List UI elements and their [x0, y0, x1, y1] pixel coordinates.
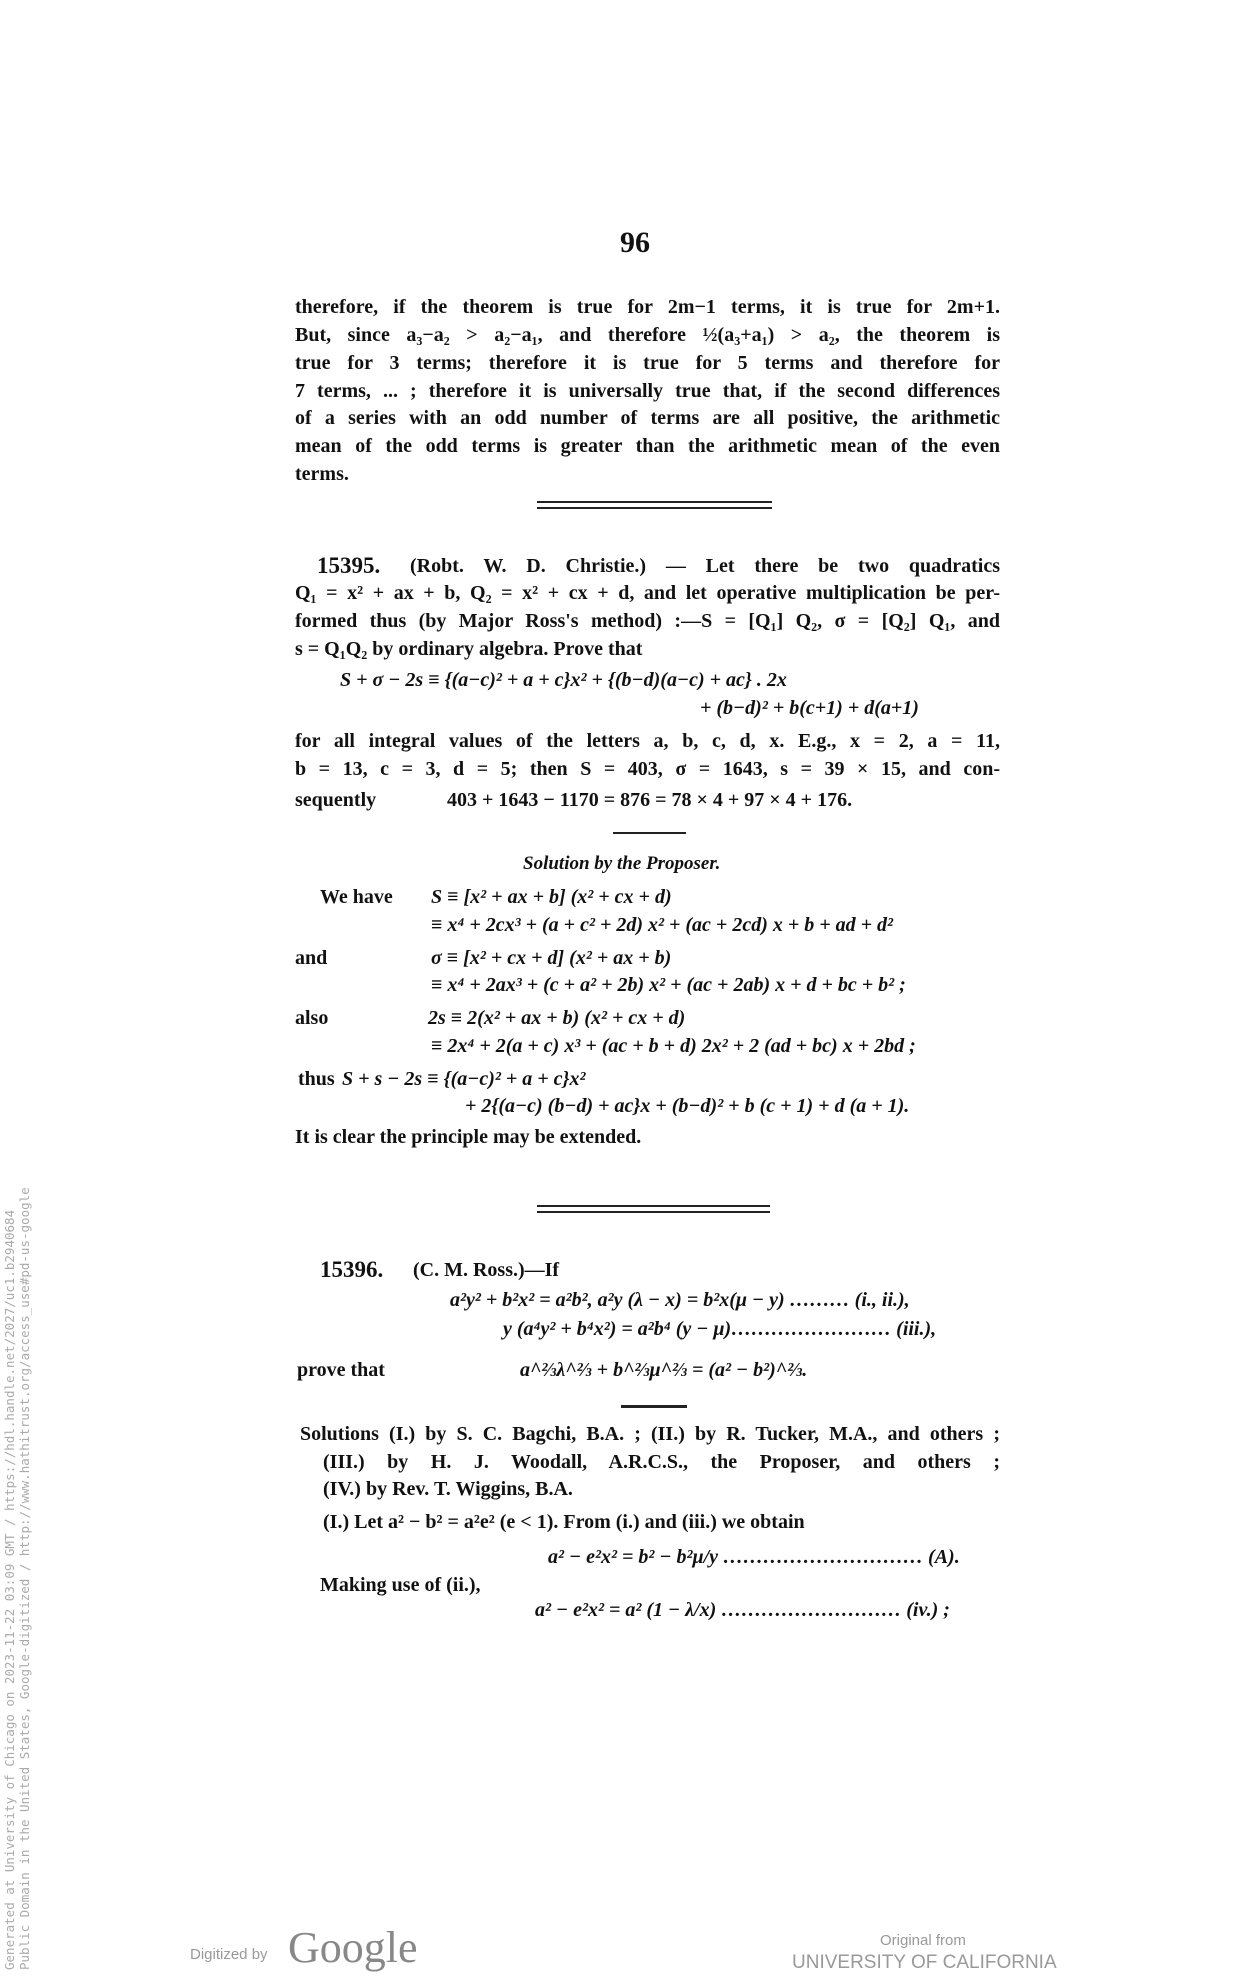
text-line: Making use of (ii.),	[320, 1574, 481, 1596]
row-label: thus	[298, 1068, 335, 1090]
text-line: for all integral values of the letters a, b, c, d, x. E.g., x = 2, a = 11,	[295, 730, 1000, 752]
text-line: sequently	[295, 789, 377, 811]
row-label: and	[295, 947, 328, 969]
text-line: terms.	[295, 463, 349, 485]
text-line: But, since a₃−a₂ > a₂−a₁, and therefore ½(a₃+a₁) > a₂, the theorem is	[295, 324, 1000, 346]
text-line: Solutions (I.) by S. C. Bagchi, B.A. ; (II.) by R. Tucker, M.A., and others ;	[300, 1423, 1000, 1445]
equation: S ≡ [x² + ax + b] (x² + cx + d)	[431, 886, 672, 908]
text-line: prove that	[297, 1359, 385, 1381]
text-line: s = Q₁Q₂ by ordinary algebra. Prove that	[295, 638, 643, 660]
short-rule	[613, 832, 686, 834]
equation: a² − e²x² = a² (1 − λ/x) ……………………… (iv.) ;	[535, 1599, 950, 1621]
short-rule	[621, 1405, 687, 1408]
text-line: formed thus (by Major Ross's method) :—S = [Q₁] Q₂, σ = [Q₂] Q₁, and	[295, 610, 1000, 632]
text-line: of a series with an odd number of terms are all positive, the arithmetic	[295, 407, 1000, 429]
equation: σ ≡ [x² + cx + d] (x² + ax + b)	[431, 947, 672, 969]
double-rule-bottom	[537, 507, 772, 509]
watermark-line: Generated at University of Chicago on 2023-11-22 03:09 GMT / https://hdl.handle.net/2027/uc1.b2940684	[2, 1209, 17, 1970]
equation: 2s ≡ 2(x² + ax + b) (x² + cx + d)	[428, 1007, 686, 1029]
row-label: also	[295, 1007, 329, 1029]
text-line: 7 terms, ... ; therefore it is universally true that, if the second differences	[295, 380, 1000, 402]
solution-heading: Solution by the Proposer.	[523, 853, 721, 874]
equation: S + s − 2s ≡ {(a−c)² + a + c}x²	[342, 1068, 586, 1090]
text-line: (III.) by H. J. Woodall, A.R.C.S., the Proposer, and others ;	[323, 1451, 1000, 1473]
text-line: Q₁ = x² + ax + b, Q₂ = x² + cx + d, and let operative multiplication be per-	[295, 582, 1000, 604]
google-logo: Google	[288, 1923, 418, 1972]
text-line: true for 3 terms; therefore it is true for 5 terms and therefore for	[295, 352, 1000, 374]
double-rule-bottom	[537, 1211, 770, 1213]
conclusion: It is clear the principle may be extended.	[295, 1126, 642, 1148]
text-line: mean of the odd terms is greater than the arithmetic mean of the even	[295, 435, 1000, 457]
equation: y (a⁴y² + b⁴x²) = a²b⁴ (y − μ)…………………… (iii.),	[503, 1318, 937, 1340]
double-rule-top	[537, 1205, 770, 1207]
equation: S + σ − 2s ≡ {(a−c)² + a + c}x² + {(b−d)(a−c) + ac} . 2x	[340, 669, 787, 691]
double-rule-top	[537, 501, 772, 503]
equation: + 2{(a−c) (b−d) + ac}x + (b−d)² + b (c + 1) + d (a + 1).	[465, 1095, 910, 1117]
digitized-by-label: Digitized by	[190, 1946, 268, 1963]
question-author: (C. M. Ross.)—If	[413, 1259, 560, 1281]
equation: a² − e²x² = b² − b²μ/y ………………………… (A).	[548, 1546, 960, 1568]
text-line: b = 13, c = 3, d = 5; then S = 403, σ = 1643, s = 39 × 15, and con-	[295, 758, 1000, 780]
watermark-line: Public Domain in the United States, Google-digitized / http://www.hathitrust.org/access_use#pd-us-google	[17, 1187, 32, 1970]
equation: + (b−d)² + b(c+1) + d(a+1)	[700, 697, 919, 719]
question-number: 15395.	[317, 553, 381, 578]
hathitrust-watermark	[2, 1187, 32, 1970]
equation: ≡ 2x⁴ + 2(a + c) x³ + (ac + b + d) 2x² + 2 (ad + bc) x + 2bd ;	[431, 1035, 916, 1057]
equation: a^⅔λ^⅔ + b^⅔μ^⅔ = (a² − b²)^⅔.	[520, 1359, 808, 1381]
question-number: 15396.	[320, 1257, 384, 1282]
text-line: (IV.) by Rev. T. Wiggins, B.A.	[323, 1478, 573, 1500]
original-from-label: Original from	[880, 1932, 966, 1949]
text-line: therefore, if the theorem is true for 2m−1 terms, it is true for 2m+1.	[295, 296, 1000, 318]
text-line: (I.) Let a² − b² = a²e² (e < 1). From (i.) and (iii.) we obtain	[323, 1511, 805, 1533]
row-label: We have	[320, 886, 393, 908]
equation: ≡ x⁴ + 2cx³ + (a + c² + 2d) x² + (ac + 2cd) x + b + ad + d²	[431, 914, 894, 936]
text-line: (Robt. W. D. Christie.) — Let there be two quadratics	[410, 555, 1000, 577]
equation: ≡ x⁴ + 2ax³ + (c + a² + 2b) x² + (ac + 2ab) x + d + bc + b² ;	[431, 974, 906, 996]
institution-label: UNIVERSITY OF CALIFORNIA	[792, 1952, 1057, 1973]
page-number: 96	[620, 226, 650, 259]
equation: a²y² + b²x² = a²b², a²y (λ − x) = b²x(μ − y) ……… (i., ii.),	[450, 1289, 910, 1311]
equation: 403 + 1643 − 1170 = 876 = 78 × 4 + 97 × 4 + 176.	[447, 789, 853, 811]
